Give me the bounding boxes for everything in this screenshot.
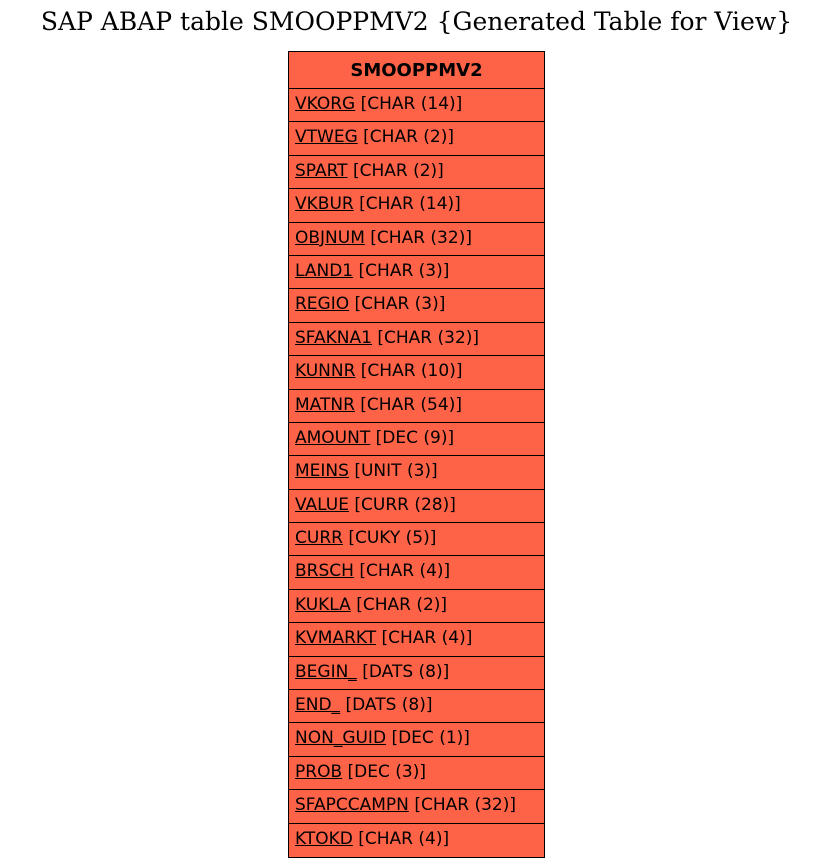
- field-name-link[interactable]: KTOKD: [295, 828, 353, 849]
- field-type: [CHAR (3)]: [354, 294, 446, 315]
- field-row: [289, 523, 544, 556]
- field-type: [CHAR (14)]: [360, 94, 463, 114]
- field-name-link[interactable]: LAND1: [295, 260, 354, 281]
- field-name-link[interactable]: CURR: [295, 528, 343, 549]
- field-type: [CHAR (32)]: [414, 795, 516, 816]
- field-row: [289, 356, 544, 389]
- field-row: [289, 556, 544, 589]
- field-type: [DEC (9)]: [375, 427, 455, 448]
- field-row: [289, 790, 544, 823]
- field-type: [CHAR (3)]: [358, 260, 450, 281]
- field-row: [289, 156, 544, 189]
- field-row: [289, 122, 544, 155]
- field-type: [CHAR (2)]: [356, 594, 448, 615]
- field-name-link[interactable]: REGIO: [295, 294, 350, 315]
- field-type: [CHAR (4)]: [358, 828, 450, 849]
- field-row: [289, 223, 544, 256]
- field-name-link[interactable]: KUKLA: [295, 594, 351, 615]
- diagram-title: SAP ABAP table SMOOPPMV2 {Generated Table for View}: [40, 7, 793, 36]
- field-type: [DEC (1)]: [391, 728, 470, 749]
- field-name-link[interactable]: PROB: [295, 761, 343, 782]
- field-type: [CHAR (4)]: [359, 561, 451, 582]
- field-name-link[interactable]: AMOUNT: [295, 427, 371, 448]
- field-name-link[interactable]: MATNR: [295, 394, 355, 415]
- field-row: [289, 323, 544, 356]
- field-name-link[interactable]: END_: [295, 695, 341, 716]
- field-row: [289, 289, 544, 322]
- field-row: [289, 89, 544, 122]
- entity-header: SMOOPPMV2: [289, 52, 544, 89]
- entity-table: [288, 51, 545, 858]
- field-list: [289, 89, 544, 857]
- field-row: [289, 490, 544, 523]
- field-row: [289, 757, 544, 790]
- field-type: [CHAR (54)]: [360, 394, 462, 415]
- field-row: [289, 623, 544, 656]
- field-name-link[interactable]: VKBUR: [295, 194, 354, 215]
- field-name-link[interactable]: BEGIN_: [295, 661, 357, 682]
- field-type: [DATS (8)]: [362, 661, 450, 682]
- field-name-link[interactable]: KVMARKT: [295, 628, 377, 649]
- field-row: [289, 690, 544, 723]
- field-type: [CHAR (2)]: [352, 160, 444, 181]
- field-name-link[interactable]: VTWEG: [295, 127, 358, 148]
- field-row: [289, 824, 544, 857]
- field-row: [289, 189, 544, 222]
- field-row: [289, 256, 544, 289]
- field-name-link[interactable]: KUNNR: [295, 361, 356, 382]
- field-type: [CUKY (5)]: [348, 528, 437, 549]
- field-type: [UNIT (3)]: [354, 461, 438, 482]
- field-type: [CHAR (10)]: [360, 361, 463, 382]
- field-name-link[interactable]: SFAKNA1: [295, 327, 372, 348]
- field-row: [289, 723, 544, 756]
- field-name-link[interactable]: VALUE: [295, 494, 349, 515]
- field-name-link[interactable]: BRSCH: [295, 561, 354, 582]
- field-type: [CHAR (2)]: [363, 127, 454, 148]
- field-name-link[interactable]: OBJNUM: [295, 227, 365, 248]
- field-type: [CHAR (32)]: [370, 227, 472, 248]
- field-type: [CURR (28)]: [354, 494, 456, 515]
- field-row: [289, 657, 544, 690]
- field-name-link[interactable]: NON_GUID: [295, 728, 387, 749]
- field-row: [289, 423, 544, 456]
- field-type: [DEC (3)]: [347, 761, 426, 782]
- field-row: [289, 590, 544, 623]
- field-name-link[interactable]: VKORG: [295, 94, 356, 114]
- field-name-link[interactable]: SFAPCCAMPN: [295, 795, 409, 816]
- field-type: [DATS (8)]: [345, 695, 433, 716]
- field-row: [289, 390, 544, 423]
- field-type: [CHAR (14)]: [359, 194, 461, 215]
- field-name-link[interactable]: MEINS: [295, 461, 349, 482]
- field-type: [CHAR (4)]: [381, 628, 473, 649]
- field-name-link[interactable]: SPART: [295, 160, 348, 181]
- field-type: [CHAR (32)]: [377, 327, 480, 348]
- field-row: [289, 456, 544, 489]
